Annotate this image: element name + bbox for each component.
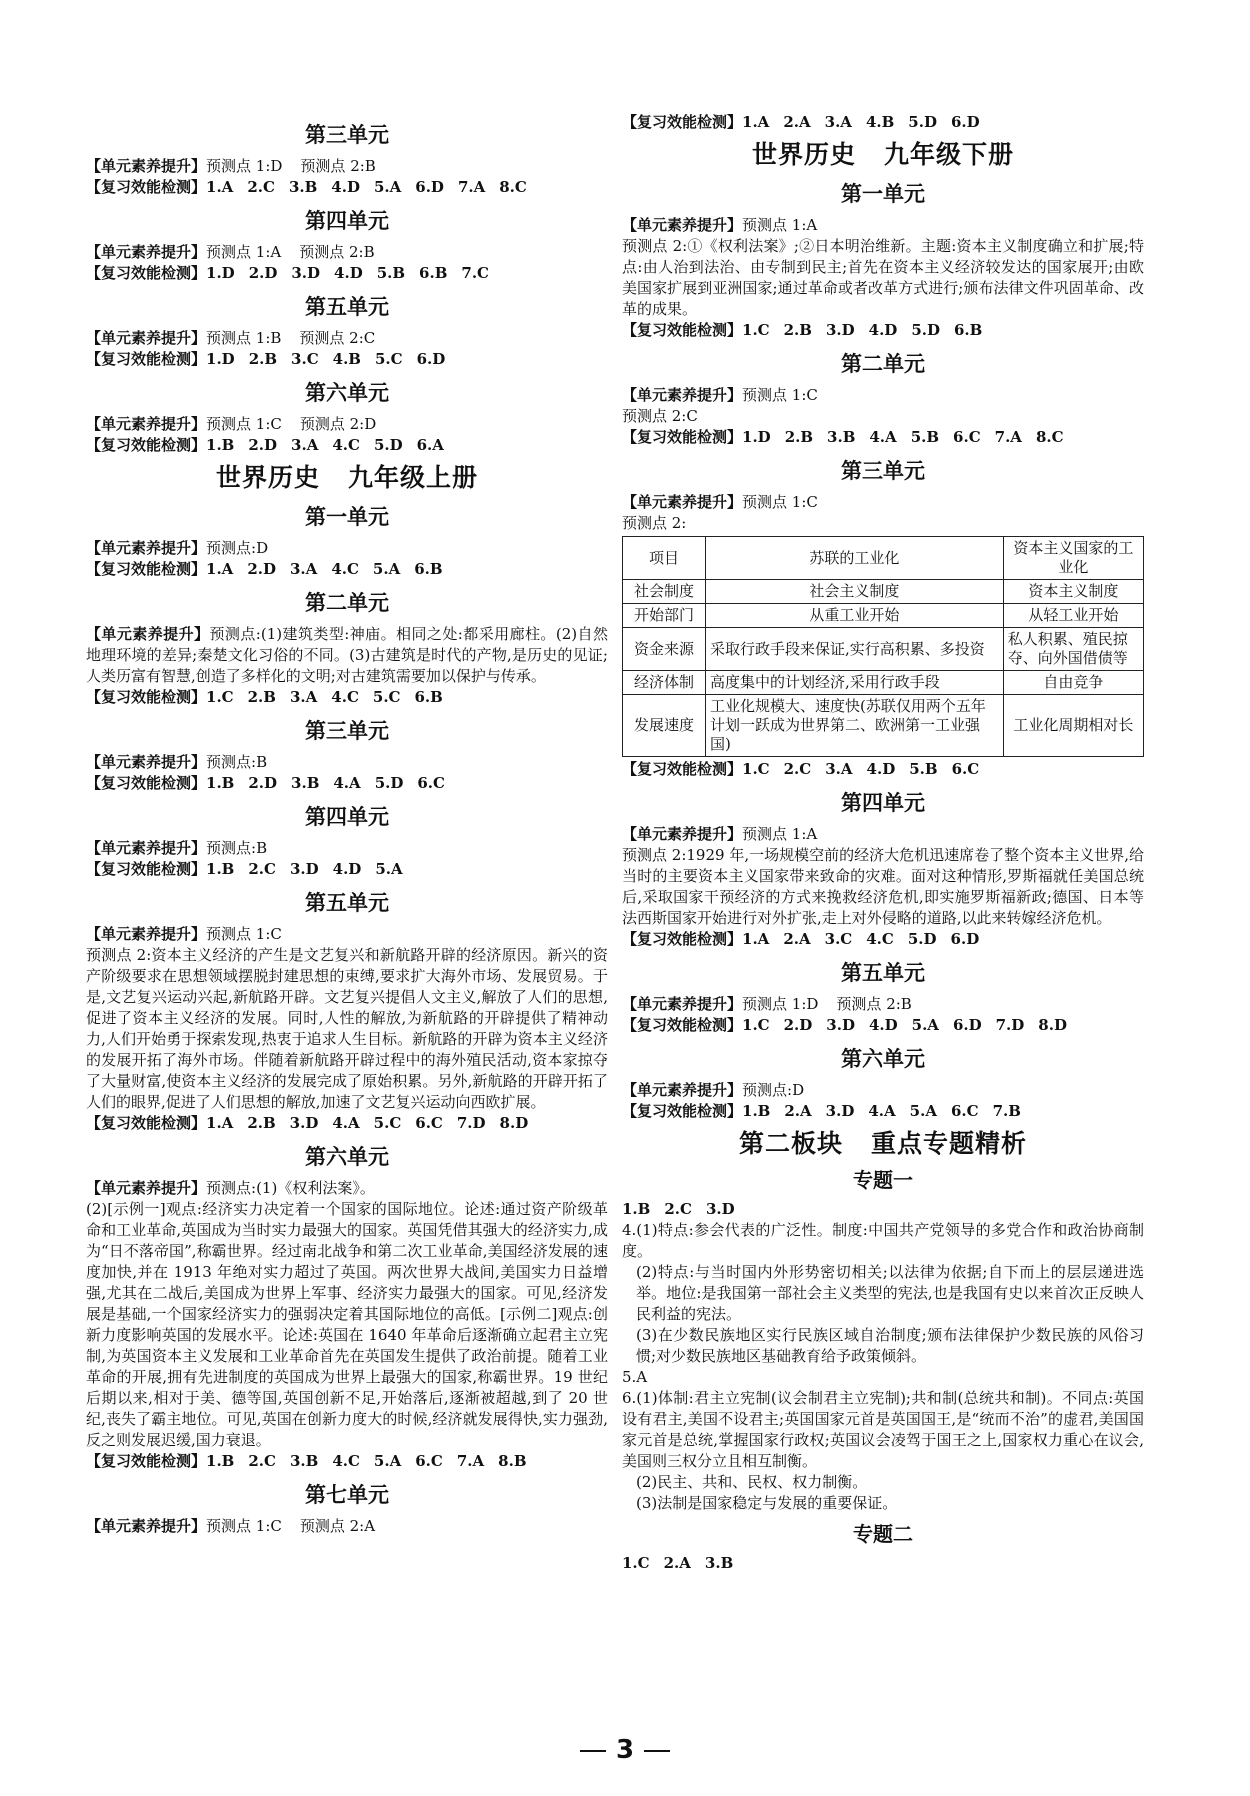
left-column <box>86 112 608 1537</box>
check-line <box>622 112 1144 133</box>
table-cell: 工业化周期相对长 <box>1003 695 1143 757</box>
answer: 4.D <box>331 178 360 196</box>
answer: 8.C <box>499 178 527 196</box>
unit-title: 第三单元 <box>305 719 389 743</box>
table-cell: 资本主义制度 <box>1003 580 1143 604</box>
tag: 【复习效能检测】 <box>622 428 743 446</box>
right-column <box>622 112 1144 1574</box>
section-title-a: 世界历史 <box>215 463 320 492</box>
answer: 3.D <box>289 1114 319 1132</box>
point: 预测点:D <box>742 1081 805 1099</box>
answer: 5.A <box>911 1016 939 1034</box>
table-row <box>623 604 1144 628</box>
literacy-line <box>86 414 608 435</box>
answer: 2.A <box>663 1554 691 1572</box>
comparison-table <box>622 536 1144 757</box>
literacy-line <box>622 215 1144 236</box>
point: 预测点 2:B <box>300 157 376 175</box>
tag: 【单元素养提升】 <box>622 216 743 234</box>
section-title-a: 第二板块 <box>738 1129 843 1158</box>
answer: 8.D <box>499 1114 529 1132</box>
point: 预测点 1:B <box>206 329 282 347</box>
unit-title: 第二单元 <box>305 591 389 615</box>
tag: 【复习效能检测】 <box>86 560 207 578</box>
unit-title: 第二单元 <box>841 352 925 376</box>
point: 预测点 2:D <box>299 415 377 433</box>
answer: 1.C <box>622 1554 650 1572</box>
table-cell: 高度集中的计划经济,采用行政手段 <box>706 671 1004 695</box>
tag: 【复习效能检测】 <box>86 350 207 368</box>
unit-title: 第五单元 <box>305 891 389 915</box>
table-cell: 采取行政手段来保证,实行高积累、多投资 <box>706 628 1004 671</box>
point: 预测点:B <box>206 839 268 857</box>
point: 预测点 2:B <box>299 243 375 261</box>
check-line <box>86 263 608 284</box>
page-number-text: 3 <box>615 1735 635 1765</box>
point: 预测点 2:A <box>299 1517 376 1535</box>
answer: 1.C <box>742 760 770 778</box>
answer: 7.C <box>461 264 489 282</box>
answer: 7.A <box>456 1452 485 1470</box>
table-row <box>623 695 1144 757</box>
answer: 3.D <box>291 264 321 282</box>
answer: 6.B <box>419 264 448 282</box>
unit-title: 第一单元 <box>305 505 389 529</box>
answer: 2.B <box>248 350 278 368</box>
literacy-line <box>86 752 608 773</box>
answer: 2.A <box>783 113 811 131</box>
literacy-line <box>622 492 1144 513</box>
answer: 3.A <box>291 436 319 454</box>
check-line <box>622 1101 1144 1122</box>
table-cell: 私人积累、殖民掠夺、向外国借债等 <box>1003 628 1143 671</box>
literacy-line <box>622 824 1144 845</box>
paragraph-text: 6.(1)体制:君主立宪制(议会制君主立宪制);共和制(总统共和制)。不同点:英国设有君主,美国不设君主;英国国家元首是英国国王,是“统而不治”的虚君,美国国家元首是总统,掌握国家行政权;英国议会凌驾于国王之上,国家权力重心在议会,美国则三权分立且相互制衡。 <box>622 1389 1144 1470</box>
literacy-line <box>86 1516 608 1537</box>
answer-line <box>622 1199 1144 1220</box>
tag: 【单元素养提升】 <box>86 625 210 643</box>
table-row <box>623 628 1144 671</box>
answer: 4.D <box>334 264 363 282</box>
paragraph-text: 预测点:(1)《权利法案》。 <box>206 1179 375 1197</box>
answer: 3.B <box>288 178 318 196</box>
answer: 6.C <box>415 1452 443 1470</box>
answer: 4.C <box>332 1452 360 1470</box>
paragraph-text: 预测点 2:资本主义经济的产生是文艺复兴和新航路开辟的经济原因。新兴的资产阶级要求在思想领域摆脱封建思想的束缚,要求扩大海外市场、发展贸易。于是,文艺复兴运动兴起,新航路开辟。文艺复兴提倡人文主义,解放了人们的思想,促进了资本主义经济的发展。同时,人性的解放,为新航路的开辟提供了精神动力,人们开始勇于探索发现,热衷于追求人生目标。新航路的开辟为资本主义经济的发展开拓了海外市场。伴随着新航路开辟过程中的海外殖民活动,资本家掠夺了大量财富,使资本主义经济的发展完成了原始积累。另外,新航路的开辟开拓了人们的眼界,促进了人们思想的解放,加速了文艺复兴运动向西欧扩展。 <box>86 946 608 1111</box>
answer: 4.A <box>869 428 897 446</box>
answer: 3.D <box>289 860 319 878</box>
answer: 5.A <box>909 1102 937 1120</box>
unit-title: 第四单元 <box>841 791 925 815</box>
answer: 2.D <box>248 264 278 282</box>
tag: 【复习效能检测】 <box>622 760 743 778</box>
point: 预测点 1:A <box>742 216 818 234</box>
answer: 5.C <box>372 688 401 706</box>
section-title-b: 九年级上册 <box>348 463 479 492</box>
answer: 2.A <box>784 1102 812 1120</box>
check-line <box>86 859 608 880</box>
answer: 1.B <box>206 436 235 454</box>
table-cell: 社会制度 <box>623 580 706 604</box>
tag: 【单元素养提升】 <box>86 415 207 433</box>
answer: 1.D <box>206 264 235 282</box>
table-cell: 发展速度 <box>623 695 706 757</box>
answer: 1.D <box>206 350 235 368</box>
literacy-line <box>622 385 1144 406</box>
literacy-line <box>86 156 608 177</box>
check-line <box>86 1113 608 1134</box>
answer: 3.B <box>704 1554 734 1572</box>
tag: 【复习效能检测】 <box>86 1114 207 1132</box>
tag: 【单元素养提升】 <box>86 539 207 557</box>
answer: 1.C <box>742 321 770 339</box>
answer: 6.D <box>950 930 980 948</box>
check-line <box>622 759 1144 780</box>
paragraph-text: 4.(1)特点:参会代表的广泛性。制度:中国共产党领导的多党合作和政治协商制度。 <box>622 1221 1144 1260</box>
tag: 【单元素养提升】 <box>86 925 207 943</box>
point: 预测点 1:C <box>206 1517 282 1535</box>
section-title-b: 重点专题精析 <box>871 1129 1028 1158</box>
literacy-line <box>86 328 608 349</box>
section-title-a: 世界历史 <box>751 140 856 169</box>
literacy-line <box>622 1080 1144 1101</box>
check-line <box>86 177 608 198</box>
check-line <box>86 687 608 708</box>
answer: 6.C <box>417 774 445 792</box>
unit-title: 第三单元 <box>841 459 925 483</box>
point: 预测点 1:C <box>206 415 282 433</box>
unit-title: 第六单元 <box>305 1145 389 1169</box>
answer: 5.D <box>373 436 403 454</box>
table-row <box>623 671 1144 695</box>
check-line <box>622 1015 1144 1036</box>
dash-left <box>580 1750 606 1752</box>
point: 预测点 1:D <box>206 157 283 175</box>
answer: 5.B <box>909 760 938 778</box>
table-cell: 资金来源 <box>623 628 706 671</box>
answer: 5.A <box>375 860 403 878</box>
literacy-line <box>86 538 608 559</box>
literacy-line <box>86 838 608 859</box>
table-cell: 从轻工业开始 <box>1003 604 1143 628</box>
check-line <box>86 559 608 580</box>
answer: 2.D <box>247 560 276 578</box>
answer: 4.D <box>868 321 898 339</box>
paragraph-text: (3)法制是国家稳定与发展的重要保证。 <box>636 1494 898 1512</box>
table-cell: 自由竞争 <box>1003 671 1143 695</box>
paragraph-text: 5.A <box>622 1368 648 1386</box>
answer: 5.A <box>373 1452 402 1470</box>
section-title <box>86 462 608 494</box>
literacy-line <box>86 1178 608 1199</box>
section-title <box>622 1128 1144 1160</box>
answer: 4.B <box>332 350 361 368</box>
answer: 4.D <box>868 1016 898 1034</box>
answer: 2.D <box>248 774 278 792</box>
answer: 2.B <box>247 688 276 706</box>
paragraph-text: 预测点 2:C <box>622 407 698 425</box>
answer: 3.D <box>826 1016 855 1034</box>
point: 预测点 2:C <box>299 329 376 347</box>
answer: 6.B <box>953 321 983 339</box>
answer: 2.C <box>248 1452 276 1470</box>
answer: 6.C <box>415 1114 443 1132</box>
tag: 【复习效能检测】 <box>86 436 207 454</box>
answer: 3.C <box>824 930 853 948</box>
answer: 1.B <box>206 1452 235 1470</box>
answer: 6.B <box>414 560 443 578</box>
answer: 1.B <box>206 860 235 878</box>
check-line <box>622 427 1144 448</box>
tag: 【单元素养提升】 <box>86 1179 207 1197</box>
answer: 4.A <box>333 774 361 792</box>
answer: 1.C <box>742 1016 770 1034</box>
answer: 7.A <box>994 428 1022 446</box>
point: 预测点 1:D <box>742 995 819 1013</box>
point: 预测点 2:B <box>836 995 912 1013</box>
answer: 6.C <box>953 428 981 446</box>
paragraph-text: 预测点 2: <box>622 514 687 532</box>
answer: 3.C <box>291 350 319 368</box>
unit-title: 第四单元 <box>305 209 389 233</box>
answer: 6.B <box>414 688 443 706</box>
unit-title: 第六单元 <box>305 381 389 405</box>
answer: 2.C <box>248 860 276 878</box>
tag: 【单元素养提升】 <box>86 243 207 261</box>
tag: 【单元素养提升】 <box>622 493 743 511</box>
answer: 2.D <box>783 1016 813 1034</box>
answer: 3.B <box>289 1452 319 1470</box>
check-line <box>622 929 1144 950</box>
section-title <box>622 139 1144 171</box>
answer: 8.B <box>498 1452 527 1470</box>
answer: 1.D <box>742 428 771 446</box>
answer: 1.A <box>206 1114 234 1132</box>
answer: 3.A <box>289 688 318 706</box>
answer: 5.C <box>373 1114 402 1132</box>
answer: 7.A <box>457 178 486 196</box>
paragraph-text: (2)民主、共和、民权、权力制衡。 <box>636 1473 868 1491</box>
answer: 1.C <box>206 688 234 706</box>
topic-title: 专题二 <box>853 1522 913 1546</box>
answer: 6.C <box>950 1102 979 1120</box>
tag: 【单元素养提升】 <box>86 157 207 175</box>
answer: 1.A <box>206 560 234 578</box>
answer: 2.D <box>248 436 278 454</box>
tag: 【复习效能检测】 <box>86 774 207 792</box>
answer: 5.B <box>376 264 406 282</box>
answer: 3.A <box>290 560 318 578</box>
answer: 6.D <box>415 178 444 196</box>
literacy-line <box>622 994 1144 1015</box>
answer: 4.C <box>866 930 894 948</box>
answer: 6.D <box>952 1016 982 1034</box>
answer: 7.D <box>995 1016 1025 1034</box>
tag: 【单元素养提升】 <box>622 1081 743 1099</box>
answer: 3.B <box>291 774 320 792</box>
table-header-cell: 资本主义国家的工业化 <box>1003 537 1143 580</box>
answer-line <box>622 1553 1144 1574</box>
check-line <box>86 435 608 456</box>
answer: 1.B <box>206 774 235 792</box>
answer: 1.B <box>742 1102 771 1120</box>
answer: 4.D <box>332 860 362 878</box>
tag: 【单元素养提升】 <box>86 753 207 771</box>
answer: 2.B <box>783 321 812 339</box>
unit-title: 第七单元 <box>305 1483 389 1507</box>
tag: 【复习效能检测】 <box>86 860 207 878</box>
point: 预测点 1:C <box>742 493 818 511</box>
point: 预测点:D <box>206 539 269 557</box>
answer: 2.C <box>664 1200 692 1218</box>
answer: 2.B <box>247 1114 276 1132</box>
point: 预测点 1:C <box>206 925 282 943</box>
answer: 6.D <box>950 113 980 131</box>
answer: 3.A <box>824 113 852 131</box>
paragraph-text: 预测点 2:1929 年,一场规模空前的经济大危机迅速席卷了整个资本主义世界,给当时的主要资本主义国家带来致命的灾难。面对这种情形,罗斯福就任美国总统后,采取国家干预经济的方式来挽救经济危机,即实施罗斯福新政;德国、日本等法西斯国家开始进行对外扩张,走上对外侵略的道路,以此来转嫁经济危机。 <box>622 846 1144 927</box>
page-number <box>0 1735 1250 1765</box>
answer: 2.C <box>247 178 275 196</box>
answer: 3.B <box>827 428 856 446</box>
answer: 5.C <box>374 350 403 368</box>
tag: 【单元素养提升】 <box>86 1517 207 1535</box>
paragraph-text: 预测点:(1)建筑类型:神庙。相同之处:都采用廊柱。(2)自然地理环境的差异;秦楚文化习俗的不同。(3)古建筑是时代的产物,是历史的见证;人类历富有智慧,创造了多样化的文明;对古建筑需要加以保护与传承。 <box>86 625 608 685</box>
answer: 5.B <box>910 428 940 446</box>
table-header-cell: 苏联的工业化 <box>706 537 1004 580</box>
tag: 【复习效能检测】 <box>622 113 743 131</box>
answer: 1.A <box>206 178 234 196</box>
answer: 1.A <box>742 113 770 131</box>
unit-title: 第五单元 <box>841 961 925 985</box>
point: 预测点:B <box>206 753 268 771</box>
answer: 4.D <box>866 760 896 778</box>
answer: 5.A <box>373 178 402 196</box>
dash-right <box>644 1750 670 1752</box>
answer: 4.C <box>331 688 359 706</box>
paragraph-text: (3)在少数民族地区实行民族区域自治制度;颁布法律保护少数民族的风俗习惯;对少数民族地区基础教育给予政策倾斜。 <box>636 1326 1144 1365</box>
answer: 4.A <box>332 1114 360 1132</box>
point: 预测点 1:C <box>742 386 818 404</box>
table-cell: 工业化规模大、速度快(苏联仅用两个五年计划一跃成为世界第二、欧洲第一工业强国) <box>706 695 1004 757</box>
paragraph-text: 预测点 2:①《权利法案》;②日本明治维新。主题:资本主义制度确立和扩展;特点:由人治到法治、由专制到民主;首先在资本主义经济较发达的国家展开;由欧美国家扩展到亚洲国家;通过革命或者改革方式进行;颁布法律文件巩固革命、改革的成果。 <box>622 237 1144 318</box>
tag: 【复习效能检测】 <box>86 178 207 196</box>
point: 预测点 1:A <box>206 243 282 261</box>
section-title-b: 九年级下册 <box>884 140 1015 169</box>
table-header-cell: 项目 <box>623 537 706 580</box>
answer: 5.D <box>374 774 404 792</box>
tag: 【单元素养提升】 <box>622 386 743 404</box>
answer: 2.C <box>783 760 812 778</box>
tag: 【复习效能检测】 <box>86 264 207 282</box>
tag: 【复习效能检测】 <box>622 1016 743 1034</box>
answer: 3.A <box>825 760 853 778</box>
unit-title: 第六单元 <box>841 1047 925 1071</box>
answer: 6.C <box>951 760 980 778</box>
literacy-line <box>86 242 608 263</box>
answer: 4.A <box>868 1102 896 1120</box>
unit-title: 第四单元 <box>305 805 389 829</box>
paragraph-text: (2)[示例一]观点:经济实力决定着一个国家的国际地位。论述:通过资产阶级革命和工业革命,英国成为当时实力最强大的国家。英国凭借其强大的经济实力,成为“日不落帝国”,称霸世界。经过南北战争和第二次工业革命,美国经济发展的速度加快,并在 1913 年绝对实力超过了英国。两次世界大战间,美国实力日益增强,尤其在二战后,美国成为世界上军事、经济实力最强大的国家。可见,经济发展是基础,一个国家经济实力的强弱决定着其国际地位的高低。[示例二]观点:创新力度影响英国的发展水平。论述:英国在 1640 年革命后逐渐确立起君主立宪制,为英国资本主义发展和工业革命首先在英国发生提供了政治前提。随着工业革命的开展,拥有先进制度的英国成为世界上最强大的国家,称霸世界。19 世纪后期以来,相对于美、德等国,英国创新不足,开始落后,逐渐被超越,到了 20 世纪,丧失了霸主地位。可见,英国在创新力度大的时候,经济就发展得快,实力强劲,反之则发展迟缓,国力衰退。 <box>86 1200 608 1449</box>
answer: 5.D <box>907 930 937 948</box>
point: 预测点 1:A <box>742 825 818 843</box>
tag: 【单元素养提升】 <box>86 839 207 857</box>
answer: 4.B <box>865 113 895 131</box>
check-line <box>86 349 608 370</box>
tag: 【复习效能检测】 <box>86 1452 207 1470</box>
answer: 3.D <box>705 1200 735 1218</box>
answer: 7.B <box>992 1102 1021 1120</box>
table-cell: 社会主义制度 <box>706 580 1004 604</box>
answer: 5.D <box>908 113 937 131</box>
answer: 4.C <box>332 436 360 454</box>
topic-title: 专题一 <box>853 1168 913 1192</box>
tag: 【复习效能检测】 <box>622 321 743 339</box>
answer: 2.B <box>784 428 814 446</box>
answer: 8.C <box>1035 428 1064 446</box>
tag: 【单元素养提升】 <box>86 329 207 347</box>
answer: 3.D <box>825 1102 855 1120</box>
table-cell: 从重工业开始 <box>706 604 1004 628</box>
check-line <box>86 1451 608 1472</box>
unit-title: 第三单元 <box>305 123 389 147</box>
paragraph-text: (2)特点:与当时国内外形势密切相关;以法律为依据;自下而上的层层递进选举。地位:是我国第一部社会主义类型的宪法,也是我国有史以来首次正反映人民利益的宪法。 <box>636 1263 1144 1323</box>
check-line <box>86 773 608 794</box>
answer: 6.D <box>416 350 446 368</box>
answer: 2.A <box>783 930 811 948</box>
table-header-row <box>623 537 1144 580</box>
answer: 5.D <box>911 321 940 339</box>
answer: 1.A <box>742 930 770 948</box>
tag: 【复习效能检测】 <box>86 688 207 706</box>
answer: 6.A <box>416 436 444 454</box>
answer: 5.A <box>372 560 401 578</box>
literacy-line <box>86 924 608 945</box>
unit-title: 第一单元 <box>841 182 925 206</box>
answer: 8.D <box>1038 1016 1067 1034</box>
table-cell: 开始部门 <box>623 604 706 628</box>
check-line <box>622 320 1144 341</box>
answer: 1.B <box>622 1200 651 1218</box>
tag: 【单元素养提升】 <box>622 825 743 843</box>
answer: 7.D <box>456 1114 486 1132</box>
tag: 【复习效能检测】 <box>622 930 743 948</box>
tag: 【单元素养提升】 <box>622 995 743 1013</box>
literacy-paragraph <box>86 624 608 687</box>
answer: 4.C <box>331 560 359 578</box>
table-cell: 经济体制 <box>623 671 706 695</box>
tag: 【复习效能检测】 <box>622 1102 743 1120</box>
table-row <box>623 580 1144 604</box>
unit-title: 第五单元 <box>305 295 389 319</box>
answer: 3.D <box>825 321 855 339</box>
